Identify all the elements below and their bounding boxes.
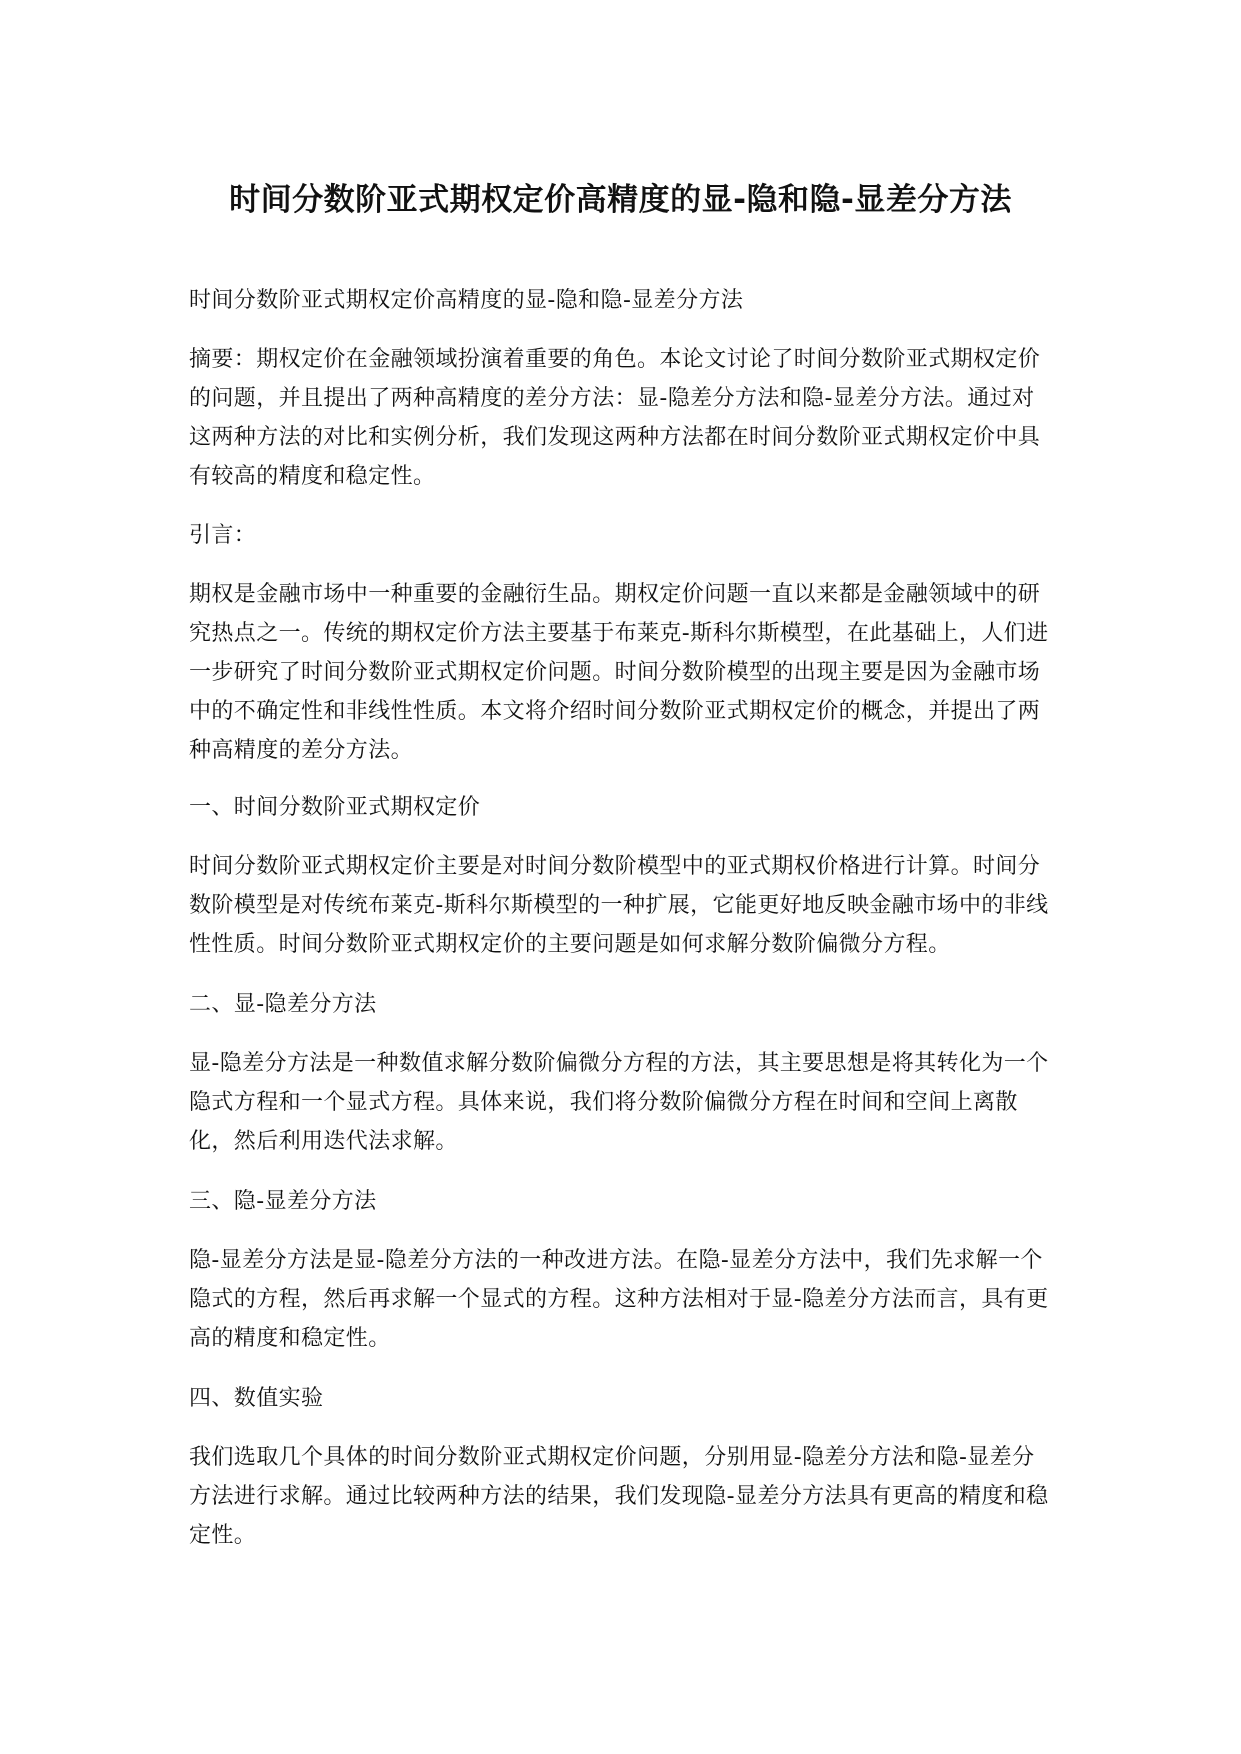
document-title: 时间分数阶亚式期权定价高精度的显-隐和隐-显差分方法 [229,182,1012,218]
section-paragraph-3: 隐-显差分方法是显-隐差分方法的一种改进方法。在隐-显差分方法中，我们先求解一个隐式的方程，然后再求解一个显式的方程。这种方法相对于显-隐差分方法而言，具有更高的精度和稳定性。 [189,1248,1049,1351]
section-paragraph-1: 时间分数阶亚式期权定价主要是对时间分数阶模型中的亚式期权价格进行计算。时间分数阶模型是对传统布莱克-斯科尔斯模型的一种扩展，它能更好地反映金融市场中的非线性性质。时间分数阶亚式期权定价的主要问题是如何求解分数阶偏微分方程。 [189,854,1049,957]
section-heading-2: 二、显-隐差分方法 [189,992,377,1017]
section-paragraph-4: 我们选取几个具体的时间分数阶亚式期权定价问题，分别用显-隐差分方法和隐-显差分方法进行求解。通过比较两种方法的结果，我们发现隐-显差分方法具有更高的精度和稳定性。 [189,1445,1049,1548]
section-paragraph-2: 显-隐差分方法是一种数值求解分数阶偏微分方程的方法，其主要思想是将其转化为一个隐式方程和一个显式方程。具体来说，我们将分数阶偏微分方程在时间和空间上离散化，然后利用迭代法求解。 [189,1051,1049,1154]
section-heading-4: 四、数值实验 [189,1386,324,1411]
intro-paragraph: 期权是金融市场中一种重要的金融衍生品。期权定价问题一直以来都是金融领域中的研究热点之一。传统的期权定价方法主要基于布莱克-斯科尔斯模型，在此基础上，人们进一步研究了时间分数阶亚式期权定价问题。时间分数阶模型的出现主要是因为金融市场中的不确定性和非线性性质。本文将介绍时间分数阶亚式期权定价的概念，并提出了两种高精度的差分方法。 [189,582,1049,763]
section-heading-3: 三、隐-显差分方法 [189,1189,377,1214]
document-subtitle: 时间分数阶亚式期权定价高精度的显-隐和隐-显差分方法 [189,288,744,313]
section-heading-1: 一、时间分数阶亚式期权定价 [189,795,481,820]
intro-heading: 引言： [189,523,257,548]
abstract-paragraph: 摘要：期权定价在金融领域扮演着重要的角色。本论文讨论了时间分数阶亚式期权定价的问题，并且提出了两种高精度的差分方法：显-隐差分方法和隐-显差分方法。通过对这两种方法的对比和实例分析，我们发现这两种方法都在时间分数阶亚式期权定价中具有较高的精度和稳定性。 [189,347,1041,489]
